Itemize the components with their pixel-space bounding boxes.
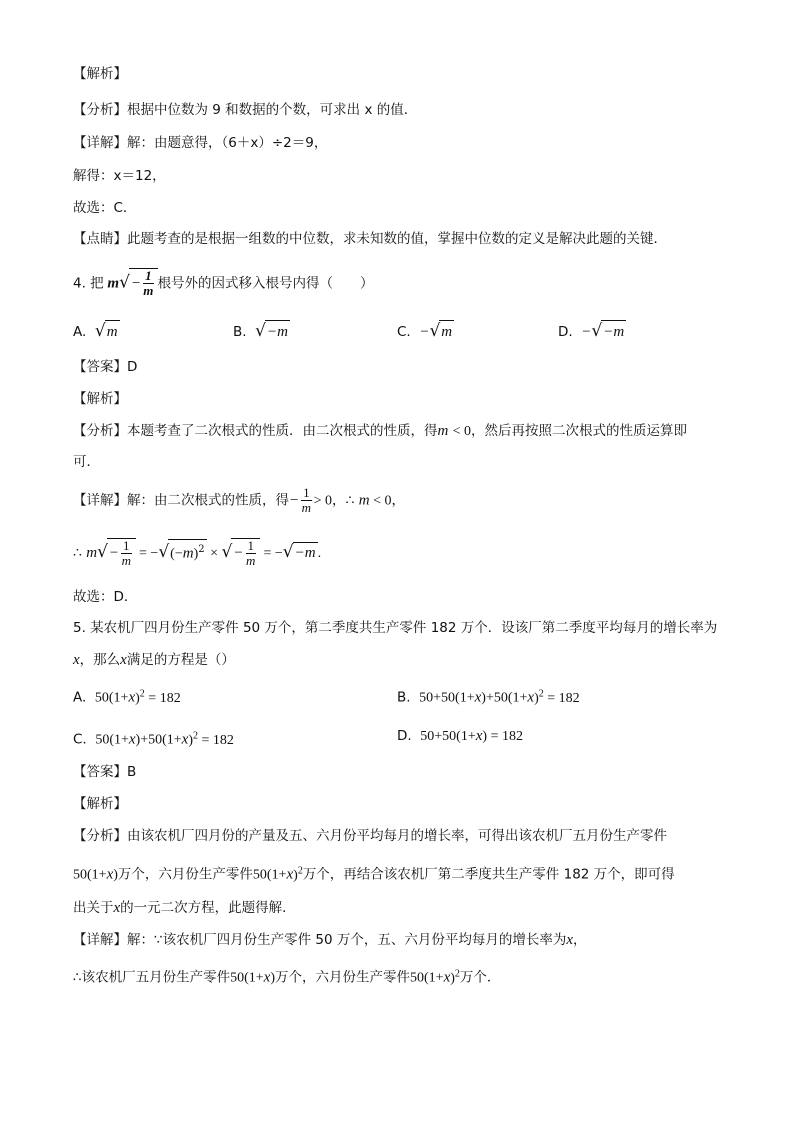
q5-option-c: C. $50(1+x)+50(1+x)^2 = 182$ [73, 730, 234, 748]
q4-option-a: A. √m [73, 321, 118, 341]
q4-answer: 【答案】D [73, 359, 138, 375]
section-label: 【解析】 [73, 66, 127, 82]
detail-text: 【详解】解：由题意得，（6＋x）÷2＝9， [73, 135, 328, 151]
question-5-cont: x，那么x满足的方程是（） [73, 652, 235, 668]
q5-jiexi: 【解析】 [73, 796, 127, 812]
q5-fenxi-end: 出关于x的一元二次方程，此题得解． [73, 900, 296, 916]
question-4: 4. 把 m√− $\frac{1}{m}$ 根号外的因式移入根号内得（ ） [73, 268, 374, 298]
q4-option-b: B. √−m [233, 321, 288, 341]
q4-xiangjie: 【详解】解：由二次根式的性质，得− $\frac{1}{m}$ > 0，∴ m < 0， [73, 485, 405, 515]
solve-text: 解得：x＝12， [73, 168, 166, 184]
q4-option-c: C. −√m [397, 321, 453, 341]
q5-option-d: D. 50+50(1+x) = 182 [397, 728, 523, 744]
q5-answer: 【答案】B [73, 764, 137, 780]
analysis-text: 【分析】根据中位数为 9 和数据的个数，可求出 x 的值． [73, 102, 418, 118]
q4-fenxi-cont: 可． [73, 454, 100, 470]
choice-text: 故选：C． [73, 200, 137, 216]
q5-xiangjie: 【详解】解：∵该农机厂四月份生产零件 50 万个，五、六月份平均每月的增长率为x， [73, 932, 587, 948]
q5-option-b: B. $50+50(1+x)+50(1+x)^2 = 182$ [397, 688, 580, 706]
q4-xuan: 故选：D． [73, 589, 138, 605]
q4-jiexi: 【解析】 [73, 391, 127, 407]
q5-fenxi: 【分析】由该农机厂四月份的产量及五、六月份平均每月的增长率，可得出该农机厂五月份生产零件 [73, 828, 667, 844]
q4-option-d: D. −√−m [558, 321, 625, 341]
q5-fenxi-cont: 50(1+x)万个，六月份生产零件$50(1+x)^2$万个，再结合该农机厂第二季度共生产零件 182 万个，即可得 [73, 865, 675, 883]
comment-text: 【点睛】此题考查的是根据一组数的中位数，求未知数的值，掌握中位数的定义是解决此题的关键． [73, 231, 667, 247]
question-5: 5. 某农机厂四月份生产零件 50 万个，第二季度共生产零件 182 万个．设该厂第二季度平均每月的增长率为 [73, 620, 718, 636]
q5-xiangjie-cont: ∴该农机厂五月份生产零件50(1+x)万个，六月份生产零件$50(1+x)^2$万个． [73, 968, 501, 986]
q5-option-a: A. $50(1+x)^2 = 182$ [73, 688, 181, 706]
q4-derivation: ∴ m√− $\frac{1}{m}$ = $-√(-m)^2$ × √− $\frac{1}{m}$ = −√−m . [73, 538, 322, 568]
q4-fenxi: 【分析】本题考查了二次根式的性质．由二次根式的性质，得m < 0，然后再按照二次根式的性质运算即 [73, 423, 688, 439]
